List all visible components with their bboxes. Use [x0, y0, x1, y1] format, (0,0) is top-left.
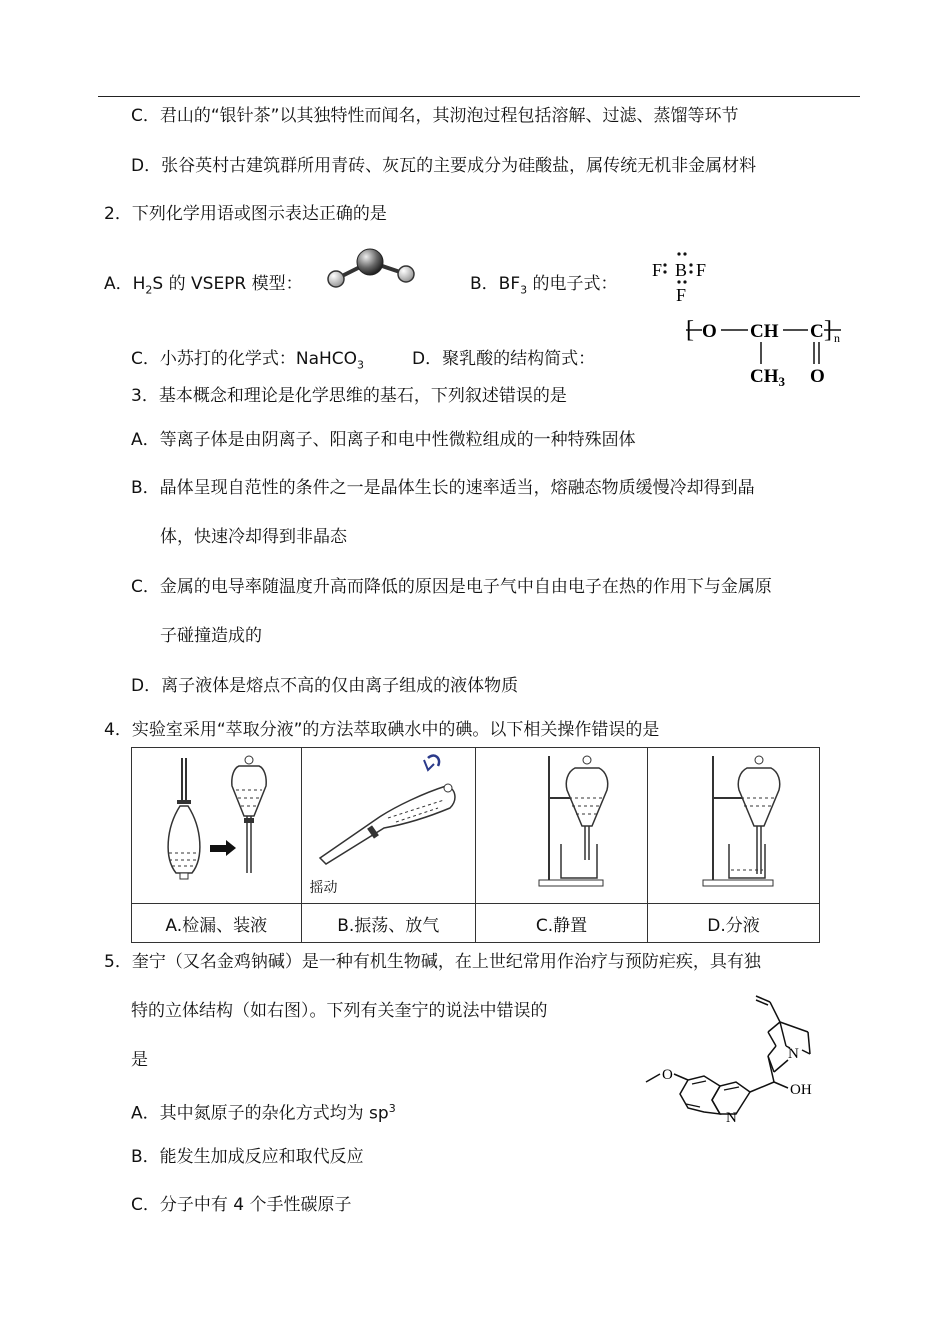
pla-n-subscript: n: [834, 331, 840, 345]
op-c-illustration: [476, 748, 648, 904]
caption-b: B.振荡、放气: [301, 904, 476, 943]
separatory-funnel-check-icon: [136, 748, 296, 898]
svg-text:[: [: [686, 317, 694, 343]
vsepr-model-figure: [322, 244, 422, 294]
separating-liquid-icon: [651, 748, 816, 898]
caption-c: C.静置: [476, 904, 648, 943]
op-a-illustration: [132, 748, 302, 904]
svg-text:]: ]: [824, 317, 832, 343]
q5-option-c: C．分子中有 4 个手性碳原子: [131, 1195, 352, 1215]
q1-option-d: D．张谷英村古建筑群所用青砖、灰瓦的主要成分为硅酸盐，属传统无机非金属材料: [131, 156, 757, 176]
q2-option-c: C．小苏打的化学式：NaHCO$_3$: [131, 349, 365, 372]
q5-option-a: A．其中氮原子的杂化方式均为 $sp^3$: [131, 1102, 396, 1124]
pla-ch3-group: $CH_3$: [750, 366, 785, 389]
q3-option-c-line2: 子碰撞造成的: [160, 626, 262, 646]
quinine-structure: [640, 988, 850, 1128]
q1-option-c: C．君山的“银针茶”以其独特性而闻名，其沏泡过程包括溶解、过滤、蒸馏等环节: [131, 106, 739, 126]
pla-carbonyl-o: O: [810, 366, 825, 387]
q3-option-b-line1: B．晶体呈现自范性的条件之一是晶体生长的速率适当，熔融态物质缓慢冷却得到晶: [131, 478, 755, 498]
standing-funnel-icon: [479, 748, 644, 898]
header-rule: [98, 96, 860, 97]
q3-option-d: D．离子液体是熔点不高的仅由离子组成的液体物质: [131, 676, 519, 696]
q2-option-d: D．聚乳酸的结构简式：: [412, 349, 596, 369]
q3-option-a: A．等离子体是由阴离子、阳离子和电中性微粒组成的一种特殊固体: [131, 430, 636, 450]
extraction-operations-table: [131, 747, 820, 943]
quinine-oh-group: OH: [790, 1082, 812, 1098]
pla-c-atom: C: [810, 321, 824, 342]
shaking-funnel-icon: [306, 748, 471, 898]
shake-label: 摇动: [309, 880, 338, 896]
bf3-lewis-structure: [645, 244, 725, 310]
lewis-f-bottom: F: [676, 285, 687, 305]
pla-ch-group: CH: [750, 321, 779, 342]
lewis-b-center: B: [675, 260, 688, 280]
q5-stem-line1: 5．奎宁（又名金鸡钠碱）是一种有机生物碱，在上世纪常用作治疗与预防疟疾，具有独: [104, 952, 761, 972]
caption-a: A.检漏、装液: [132, 904, 302, 943]
q3-option-c-line1: C．金属的电导率随温度升高而降低的原因是电子气中自由电子在热的作用下与金属原: [131, 577, 772, 597]
q5-stem-line3: 是: [131, 1050, 148, 1070]
lewis-f-right: F: [696, 260, 707, 280]
q5-stem-line2: 特的立体结构（如右图）。下列有关奎宁的说法中错误的: [131, 1001, 548, 1021]
op-d-illustration: [648, 748, 820, 904]
q4-stem: 4．实验室采用“萃取分液”的方法萃取碘水中的碘。以下相关操作错误的是: [104, 720, 660, 740]
q5-option-b: B．能发生加成反应和取代反应: [131, 1147, 364, 1167]
op-b-illustration: [301, 748, 476, 904]
lewis-f-left: F: [652, 260, 663, 280]
q2-option-a: A．$H_2S$ 的 VSEPR 模型：: [104, 274, 303, 297]
q2-option-b: B．$BF_3$ 的电子式：: [470, 274, 618, 297]
q2-stem: 2．下列化学用语或图示表达正确的是: [104, 204, 387, 224]
quinine-n-bridgehead: N: [788, 1046, 799, 1062]
polylactic-acid-structure: [683, 312, 853, 390]
caption-d: D.分液: [648, 904, 820, 943]
pla-o-atom: O: [702, 321, 717, 342]
quinine-o-methoxy: O: [662, 1067, 673, 1083]
q3-stem: 3．基本概念和理论是化学思维的基石，下列叙述错误的是: [131, 386, 567, 406]
q3-option-b-line2: 体，快速冷却得到非晶态: [160, 527, 347, 547]
quinine-n-ring: N: [726, 1110, 737, 1126]
